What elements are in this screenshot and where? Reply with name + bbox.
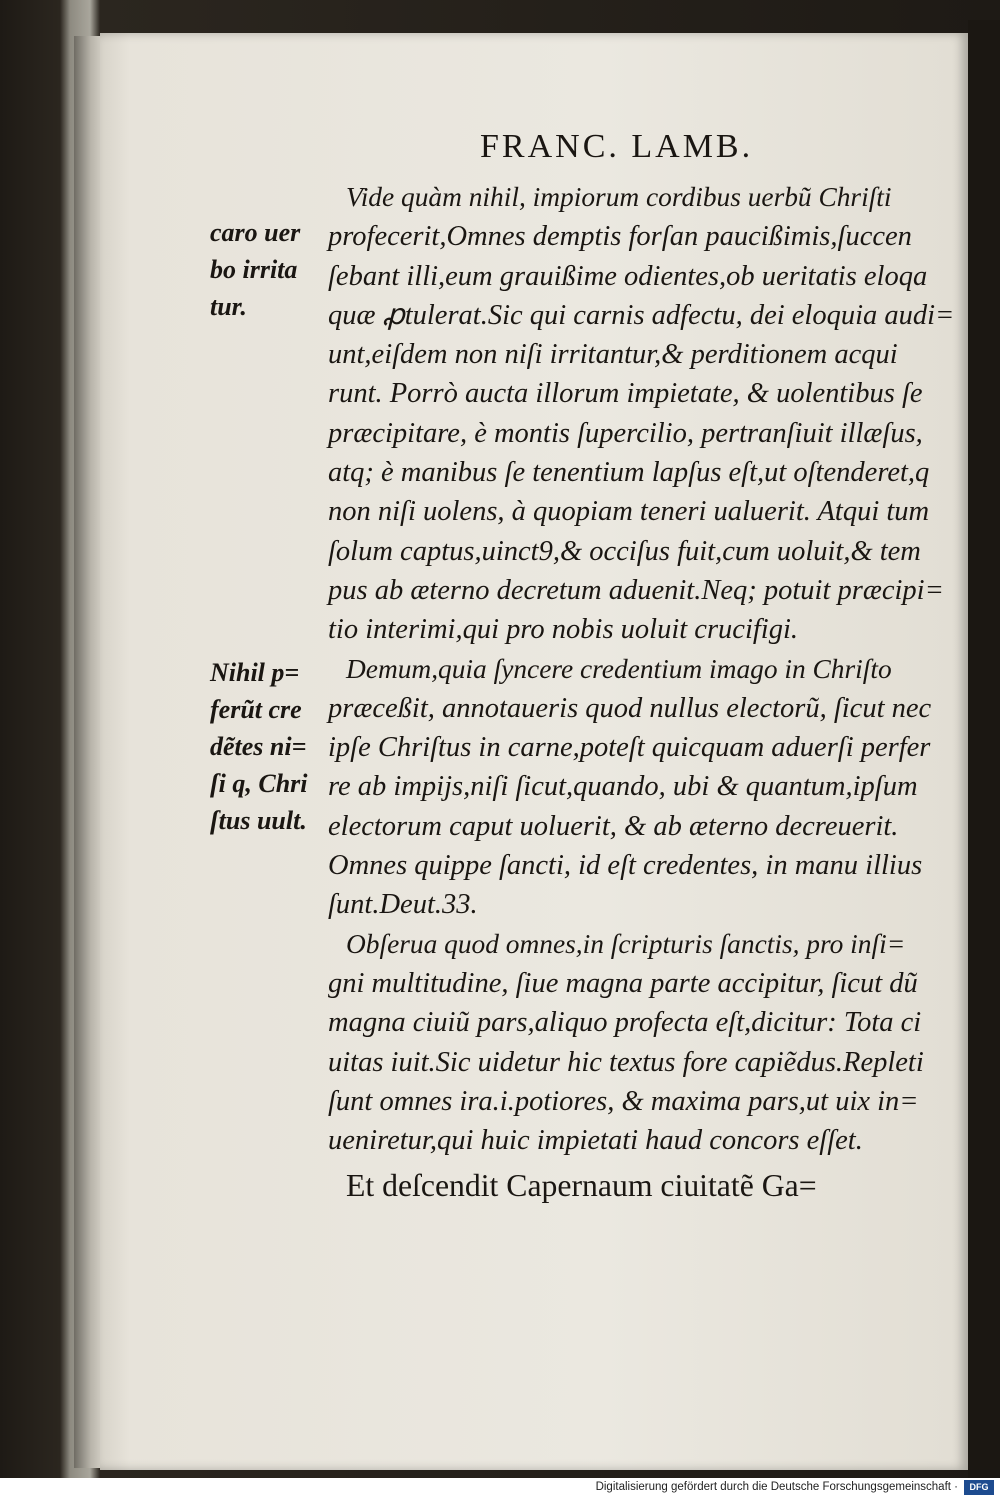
margin-note-line: dẽtes ni=: [210, 732, 307, 761]
margin-note-line: caro uer: [210, 218, 301, 247]
text-line: quæ ꝓtulerat.Sic qui carnis adfectu, dei eloquia audi=: [328, 299, 955, 331]
running-title: FRANC. LAMB.: [480, 128, 754, 165]
text-line: Et deſcendit Capernaum ciuitatẽ Ga=: [346, 1168, 817, 1204]
text-line: tio interimi,qui pro nobis uoluit crucifigi.: [328, 614, 798, 646]
paragraph-4: [328, 1164, 958, 1208]
text-line: electorum caput uoluerit, & ab æterno decreuerit.: [328, 810, 899, 842]
footer-credit: Digitalisierung gefördert durch die Deutsche Forschungsgemeinschaft ·: [595, 1481, 958, 1493]
book-spine: [74, 36, 102, 1468]
text-line: Omnes quippe ſancti, id eſt credentes, in manu illius: [328, 850, 923, 882]
text-line: ſolum captus,uinct9,& occiſus fuit,cum uoluit,& tem: [328, 535, 921, 567]
text-line: præceßit, annotaueris quod nullus electorũ, ſicut nec: [328, 692, 932, 724]
margin-note-line: tur.: [210, 292, 247, 321]
text-line: ſunt omnes ira.i.potiores, & maxima pars,ut uix in=: [328, 1085, 919, 1117]
text-line: magna ciuiũ pars,aliquo profecta eſt,dicitur: Tota ci: [328, 1007, 922, 1039]
text-line: ſunt.Deut.33.: [328, 889, 478, 921]
text-line: profecerit,Omnes demptis forſan paucißimis,ſuccen: [328, 221, 912, 253]
text-line: pus ab æterno decretum aduenit.Neq; potuit præcipi=: [328, 574, 944, 606]
text-line: runt. Porrò aucta illorum impietate, & uolentibus ſe: [328, 378, 923, 410]
margin-note-line: ſi q, Chri: [210, 769, 308, 798]
paragraph-3: [328, 925, 958, 1161]
text-line: ſebant illi,eum grauißime odientes,ob ueritatis eloqa: [328, 260, 928, 292]
text-line: unt,eiſdem non niſi irritantur,& perditionem acqui: [328, 339, 898, 371]
margin-note-1: [210, 214, 328, 325]
text-line: Obſerua quod omnes,in ſcripturis ſanctis, pro inſi=: [346, 928, 906, 959]
text-line: uitas iuit.Sic uidetur hic textus fore capiẽdus.Repleti: [328, 1046, 924, 1078]
page-edge-shadow: [968, 20, 1000, 1478]
margin-note-line: ferũt cre: [210, 695, 302, 724]
margin-note-line: Nihil p=: [210, 658, 300, 687]
digitization-footer: [0, 1478, 1000, 1498]
text-line: re ab impijs,niſi ſicut,quando, ubi & quantum,ipſum: [328, 771, 918, 803]
text-line: gni multitudine, ſiue magna parte accipitur, ſicut dũ: [328, 967, 918, 999]
text-line: ueniretur,qui huic impietati haud concors eſſet.: [328, 1125, 863, 1157]
text-line: ipſe Chriſtus in carne,poteſt quicquam aduerſi perfer: [328, 732, 931, 764]
paragraph-1: [328, 178, 958, 650]
text-line: Vide quàm nihil, impiorum cordibus uerbũ Chriſti: [346, 182, 892, 212]
dfg-logo: DFG: [964, 1480, 994, 1495]
text-line: Demum,quia ſyncere credentium imago in Chriſto: [346, 653, 892, 684]
paragraph-2: [328, 650, 958, 925]
text-line: præcipitare, è montis ſupercilio, pertranſiuit illæſus,: [328, 417, 923, 449]
margin-note-2: [210, 654, 328, 839]
text-line: atq; è manibus ſe tenentium lapſus eſt,ut oſtenderet,q: [328, 457, 930, 489]
text-line: non niſi uolens, à quopiam teneri ualuerit. Atqui tum: [328, 496, 930, 528]
margin-note-line: ſtus uult.: [210, 806, 307, 835]
main-text: [328, 178, 958, 1208]
margin-note-line: bo irrita: [210, 255, 298, 284]
